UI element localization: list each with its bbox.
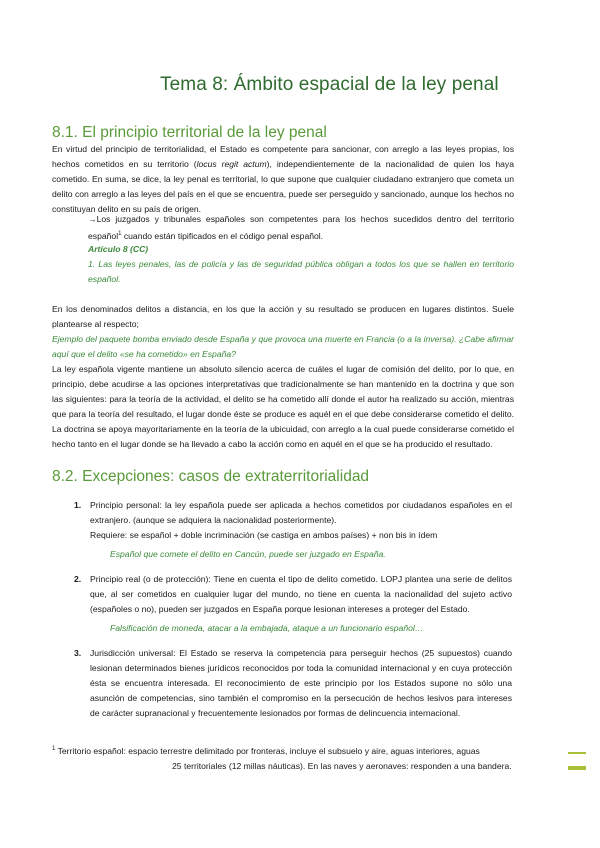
article-text: 1. Las leyes penales, las de policía y las de seguridad pública obligan a todos los que se hallen en territorio español. bbox=[88, 259, 514, 284]
item-number: 3. bbox=[74, 648, 82, 658]
exceptions-list bbox=[66, 498, 512, 721]
item-example: Español que comete el delito en Cancún, puede ser juzgado en España. bbox=[110, 549, 386, 559]
distance-crimes-example: Ejemplo del paquete bomba enviado desde España y que provoca una muerte en Francia (o a la inversa). ¿Cabe afirmar aquí que el delito «se ha cometido» en España? bbox=[52, 334, 514, 359]
exception-item-personal bbox=[66, 498, 512, 562]
item-number: 2. bbox=[74, 574, 82, 584]
exception-item-universal bbox=[66, 646, 512, 721]
item-requirements: Requiere: se español + doble incriminación (se castiga en ambos países) + non bis in ídem bbox=[90, 530, 438, 540]
section-1-heading: 8.1. El principio territorial de la ley penal bbox=[52, 124, 327, 141]
territory-note-end: cuando están tipificados en el código penal español. bbox=[121, 230, 324, 241]
intro-part-2: ), independientemente de la nacionalidad de quien los haya cometido. En suma, se dice, la ley penal es territorial, lo que supone que cualquier ciudadano extranjero que cometa un delito con arreglo a las leyes del país en el que se encuentra, puede ser perseguido y sancionado, aunque los hechos no constituyan delito en su país de origen. bbox=[52, 159, 514, 214]
intro-part-1: En virtud del principio de territorialidad, el Estado es competente para sancionar, con arreglo a las leyes propias, los hechos cometidos en su territorio ( bbox=[52, 144, 514, 169]
item-text: Principio personal: la ley española puede ser aplicada a hechos cometidos por ciudadanos españoles en el extranjero. (aunque se adquiera la nacionalidad posteriormente). bbox=[90, 500, 512, 525]
footnote-reference[interactable]: 1 bbox=[118, 231, 122, 237]
footnote bbox=[52, 742, 552, 774]
section-1-intro bbox=[52, 142, 514, 217]
item-example: Falsificación de moneda, atacar a la embajada, ataque a un funcionario español… bbox=[110, 623, 424, 633]
decorative-bar-thin bbox=[568, 752, 586, 754]
item-text: Jurisdicción universal: El Estado se reserva la competencia para perseguir hechos (25 supuestos) cuando lesionan determinados bienes jurídicos reconocidos por toda la comunidad internacional y en cuya protección ésta se encuentra interesada. El reconocimiento de este principio por los Estados supone no sólo una asunción de competencias, sino también el compromiso en la persecución de hechos lesivos para intereses de carácter supranacional y frecuentemente lesionados por formas de delincuencia internacional. bbox=[90, 648, 512, 718]
page-title: Tema 8: Ámbito espacial de la ley penal bbox=[160, 74, 499, 95]
item-text: Principio real (o de protección): Tiene en cuenta el tipo de delito cometido. LOPJ plantea una serie de delitos que, al ser cometidos en cualquier lugar del mundo, no tiene en cuenta la nacionalidad del sujeto activo (españoles o no), pueden ser juzgados en España porque lesionan intereses a proteger del Estado. bbox=[90, 574, 512, 614]
exception-item-real bbox=[66, 572, 512, 636]
decorative-bar-thick bbox=[568, 766, 586, 770]
distance-crimes-text: En los denominados delitos a distancia, en los que la acción y su resultado se producen en lugares distintos. Suele plantearse al respecto; bbox=[52, 304, 514, 329]
section-2-heading: 8.2. Excepciones: casos de extraterritorialidad bbox=[52, 468, 370, 485]
intro-latin-phrase: locus regit actum bbox=[196, 159, 267, 169]
footnote-line-2: 25 territoriales (12 millas náuticas). En las naves y aeronaves: responden a una bandera. bbox=[172, 760, 512, 771]
footnote-mark: 1 bbox=[52, 746, 56, 752]
territory-note-text: →Los juzgados y tribunales españoles son competentes para los hechos sucedidos dentro del territorio español bbox=[88, 214, 514, 241]
territory-note bbox=[88, 212, 514, 244]
footnote-line-1: Territorio español: espacio terrestre delimitado por fronteras, incluye el subsuelo y aire, aguas interiores, aguas bbox=[55, 745, 480, 756]
doctrine-text: La ley española vigente mantiene un absoluto silencio acerca de cuáles el lugar de comisión del delito, por lo que, en principio, debe acudirse a las opciones interpretativas que tradicionalmente se han mantenido en la doctrina y que son las siguientes: para la teoría de la actividad, el delito se ha cometido allí donde el autor ha realizado su acción, mientras que para la teoría del resultado, el lugar donde éste se produce es aquél en el que debe considerarse cometido el delito. La doctrina se apoya mayoritariamente en la teoría de la ubicuidad, con arreglo a la cual puede considerarse cometido el hecho tanto en el lugar donde se ha llevado a cabo la acción como en aquél en el que se ha producido el resultado. bbox=[52, 364, 514, 449]
article-label: Artículo 8 (CC) bbox=[88, 244, 149, 254]
item-number: 1. bbox=[74, 500, 82, 510]
